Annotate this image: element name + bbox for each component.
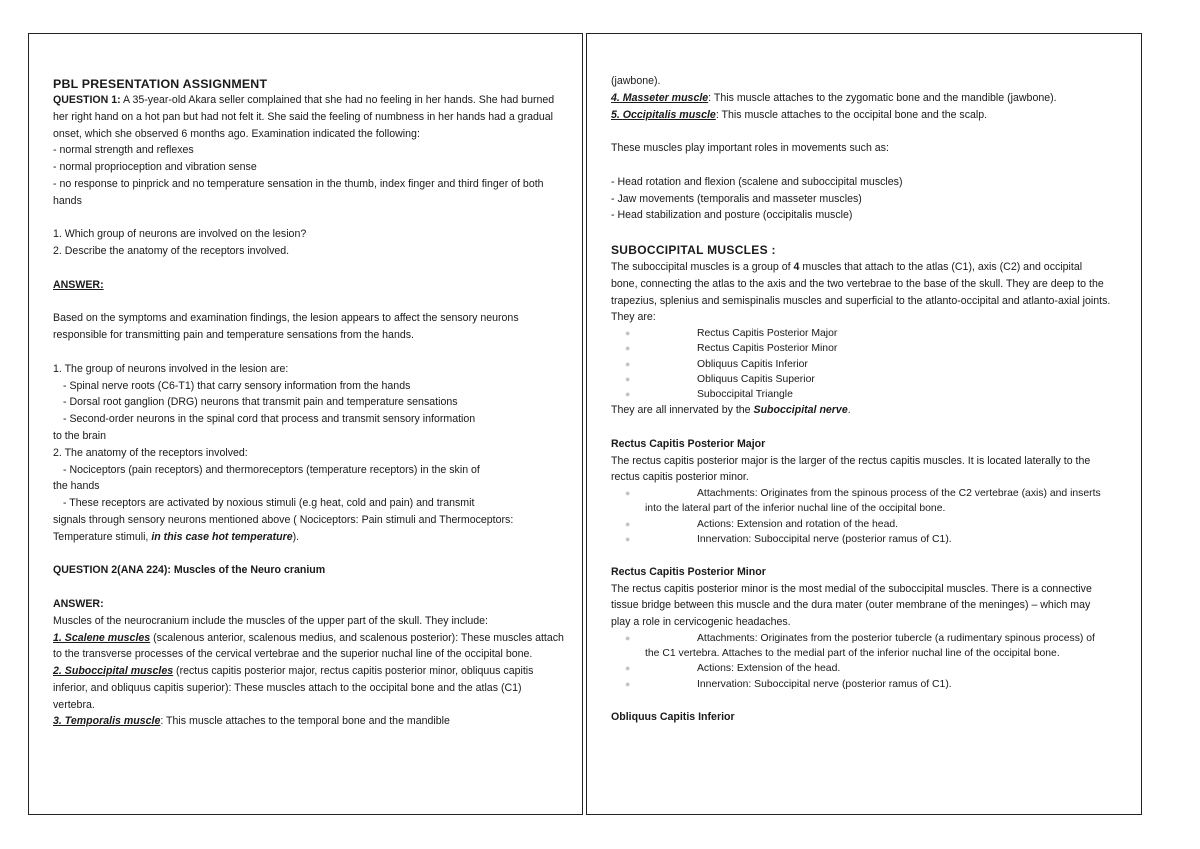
note-emphasis: Suboccipital nerve — [753, 404, 848, 417]
answer-2-item-end: ). — [292, 530, 300, 543]
major-description: The rectus capitis posterior major is the larger of the rectus capitis muscles. It is located laterally to the rectus capitis posterior minor. — [611, 454, 1091, 484]
list-item — [611, 631, 1111, 661]
answer-2-item-cont — [53, 512, 565, 546]
answer-1-item: - Spinal nerve roots (C6-T1) that carry sensory information from the hands — [63, 379, 411, 392]
answer-2-item-text: signals through sensory neurons mentioned above ( Nociceptors: Pain stimuli and Thermoceptors: Temperature stimuli, — [53, 513, 514, 543]
finding-item: - no response to pinprick and no temperature sensation in the thumb, index finger and third finger of both hands — [53, 177, 544, 207]
list-item — [611, 326, 1111, 341]
muscle-name: 5. Occipitalis muscle — [611, 108, 716, 121]
obliquus-heading: Obliquus Capitis Inferior — [611, 710, 735, 723]
list-item — [611, 372, 1111, 387]
list-item-text: Attachments: Originates from the spinous process of the C2 vertebrae (axis) and inserts into the lateral part of the inferior nuchal line of the occipital bone. — [645, 488, 1101, 515]
finding-item: - normal strength and reflexes — [53, 144, 194, 157]
bullet-icon: ● — [625, 632, 631, 643]
page-right-content — [611, 73, 1111, 725]
muscle-item-scalene — [53, 630, 565, 664]
list-item — [611, 532, 1111, 547]
answer-2-item: - Nociceptors (pain receptors) and thermoreceptors (temperature receptors) in the skin of — [63, 463, 480, 476]
bullet-icon: ● — [625, 533, 631, 544]
answer-2-label: ANSWER: — [53, 597, 104, 610]
answer-2-item-emphasis: in this case hot temperature — [151, 530, 293, 543]
roles-intro: These muscles play important roles in movements such as: — [611, 142, 889, 155]
muscle-item-masseter — [611, 90, 1111, 107]
answer-1-item: - Dorsal root ganglion (DRG) neurons that transmit pain and temperature sensations — [63, 396, 458, 409]
answer-1-item-tail: to the brain — [53, 429, 107, 442]
question-1-label: QUESTION 1: — [53, 94, 121, 106]
muscle-name: 2. Suboccipital muscles — [53, 665, 174, 678]
question-1 — [53, 92, 565, 142]
question-item: 2. Describe the anatomy of the receptors involved. — [53, 245, 290, 258]
muscle-name: 1. Scalene muscles — [53, 631, 151, 644]
note-text: They are all innervated by the — [611, 404, 754, 417]
bullet-icon: ● — [625, 388, 631, 399]
list-item-text: Rectus Capitis Posterior Minor — [697, 343, 838, 355]
list-item-text: Obliquus Capitis Inferior — [697, 358, 808, 370]
answer-1-title: 1. The group of neurons involved in the lesion are: — [53, 362, 289, 375]
answer-2-title: 2. The anatomy of the receptors involved: — [53, 446, 248, 459]
muscle-desc: (scalenous anterior, scalenous medius, and scalenous posterior): These muscles attach to the transverse processes of the cervical vertebrae and the superior nuchal line of the occipital bone. — [53, 631, 564, 661]
minor-attributes — [611, 631, 1111, 692]
bullet-icon: ● — [625, 488, 631, 499]
list-item — [611, 486, 1111, 516]
bullet-icon: ● — [625, 328, 631, 339]
role-item: - Head stabilization and posture (occipitalis muscle) — [611, 209, 853, 222]
page-right — [586, 33, 1142, 815]
muscle-item-suboccipital — [53, 663, 565, 713]
question-2-intro: Muscles of the neurocranium include the muscles of the upper part of the skull. They include: — [53, 614, 488, 627]
major-attributes — [611, 486, 1111, 547]
intro-text: muscles that attach to the atlas (C1), axis (C2) and occipital bone, connecting the atlas to the axis and the two vertebrae to the base of the skull. They are deep to the trapezius, splenius and semispinalis muscles and superficial to the atlanto-occipital and atlanto-axial joints. They are: — [611, 260, 1111, 324]
muscle-desc: : This muscle attaches to the occipital bone and the scalp. — [715, 108, 988, 121]
bullet-icon: ● — [625, 358, 631, 369]
list-item — [611, 661, 1111, 676]
muscle-item-occipitalis — [611, 107, 1111, 124]
muscle-desc: (rectus capitis posterior major, rectus capitis posterior minor, obliquus capitis inferior, and obliquus capitis superior): These muscles attach to the occipital bone and the atlas (C1) vertebra. — [53, 665, 534, 711]
intro-count: 4 — [793, 260, 800, 273]
list-item-text: Suboccipital Triangle — [697, 388, 793, 400]
minor-heading: Rectus Capitis Posterior Minor — [611, 565, 766, 578]
temporalis-continuation: (jawbone). — [611, 75, 661, 87]
note-end: . — [847, 404, 851, 417]
answer-2-item-tail: the hands — [53, 480, 100, 493]
answer-intro: Based on the symptoms and examination findings, the lesion appears to affect the sensory neurons responsible for transmitting pain and temperature sensations from the hands. — [53, 312, 519, 342]
bullet-icon: ● — [625, 518, 631, 529]
list-item — [611, 677, 1111, 692]
bullet-icon: ● — [625, 678, 631, 689]
answer-2-item: - These receptors are activated by noxious stimuli (e.g heat, cold and pain) and transmit — [63, 497, 475, 510]
muscle-item-temporalis — [53, 713, 565, 730]
list-item — [611, 387, 1111, 402]
bullet-icon: ● — [625, 343, 631, 354]
list-item-text: Actions: Extension and rotation of the head. — [697, 518, 899, 530]
list-item — [611, 517, 1111, 532]
suboccipital-intro — [611, 259, 1111, 326]
innervation-note — [611, 402, 1111, 419]
list-item-text: Attachments: Originates from the posterior tubercle (a rudimentary spinous process) of the C1 vertebra. Attaches to the medial part of the inferior nuchal line of the occipital bone. — [645, 632, 1095, 660]
intro-text: The suboccipital muscles is a group of — [611, 260, 794, 273]
suboccipital-list — [611, 326, 1111, 402]
question-2-title: QUESTION 2(ANA 224): Muscles of the Neuro cranium — [53, 564, 326, 577]
role-item: - Head rotation and flexion (scalene and suboccipital muscles) — [611, 175, 903, 188]
finding-item: - normal proprioception and vibration sense — [53, 161, 257, 174]
question-item: 1. Which group of neurons are involved on the lesion? — [53, 228, 307, 241]
list-item — [611, 341, 1111, 356]
list-item-text: Actions: Extension of the head. — [697, 663, 841, 675]
muscle-name: 4. Masseter muscle — [611, 91, 709, 104]
list-item-text: Innervation: Suboccipital nerve (posterior ramus of C1). — [697, 533, 952, 545]
major-heading: Rectus Capitis Posterior Major — [611, 437, 766, 450]
question-1-text: A 35-year-old Akara seller complained that she had no feeling in her hands. She had burned her right hand on a hot pan but had not felt it. She said the feeling of numbness in her hands had a gradual onset, which she observed 6 months ago. Examination indicated the following: — [53, 94, 555, 140]
list-item-text: Innervation: Suboccipital nerve (posterior ramus of C1). — [697, 678, 952, 690]
muscle-desc: : This muscle attaches to the zygomatic bone and the mandible (jawbone). — [708, 91, 1057, 104]
role-item: - Jaw movements (temporalis and masseter muscles) — [611, 192, 862, 205]
list-item-text: Obliquus Capitis Superior — [697, 373, 815, 385]
minor-description: The rectus capitis posterior minor is the most medial of the suboccipital muscles. There is a connective tissue bridge between this muscle and the dura mater (outer membrane of the meninges) – which may play a role in cervicogenic headaches. — [611, 582, 1092, 629]
assignment-title: PBL PRESENTATION ASSIGNMENT — [53, 77, 268, 91]
muscle-name: 3. Temporalis muscle — [53, 715, 161, 728]
list-item — [611, 357, 1111, 372]
suboccipital-heading: SUBOCCIPITAL MUSCLES : — [611, 242, 776, 257]
page-left — [28, 33, 583, 815]
answer-label: ANSWER: — [53, 278, 104, 291]
bullet-icon: ● — [625, 373, 631, 384]
answer-1-item: - Second-order neurons in the spinal cord that process and transmit sensory information — [63, 413, 476, 426]
muscle-desc: : This muscle attaches to the temporal bone and the mandible — [160, 715, 450, 728]
list-item-text: Rectus Capitis Posterior Major — [697, 328, 838, 340]
bullet-icon: ● — [625, 663, 631, 674]
page-left-content — [53, 76, 565, 730]
